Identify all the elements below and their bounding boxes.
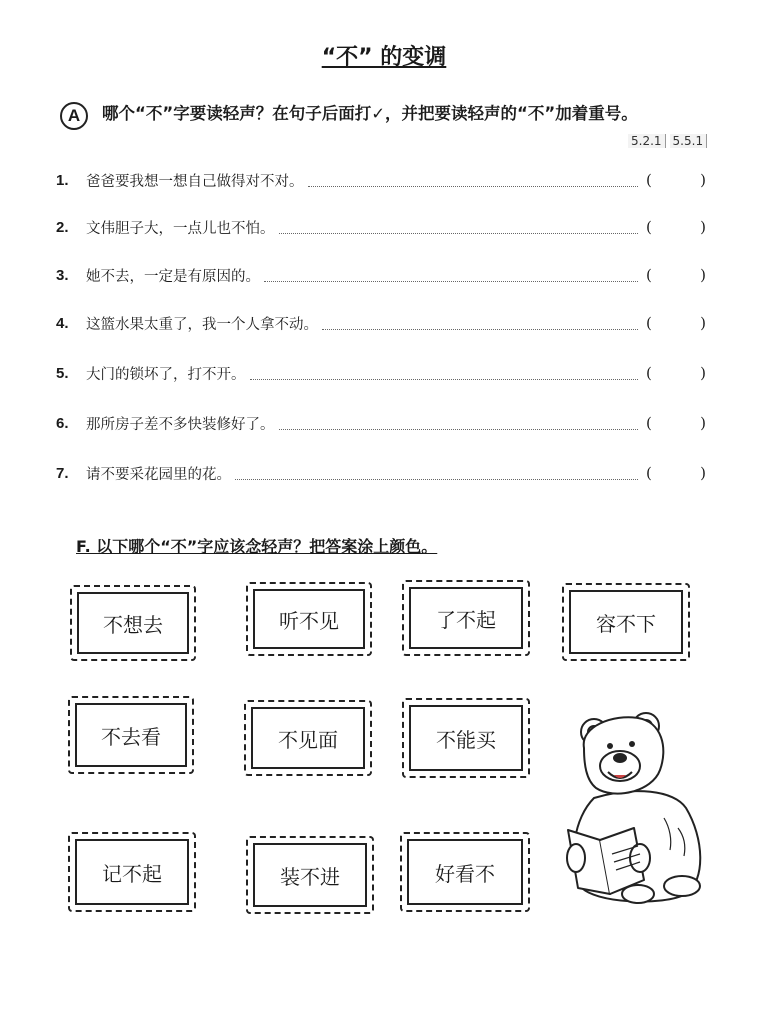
question-number: 3. xyxy=(56,266,69,284)
question-row xyxy=(56,168,706,192)
word-card[interactable] xyxy=(70,585,196,661)
question-number: 6. xyxy=(56,414,69,432)
close-paren: ) xyxy=(700,364,706,382)
question-text: 大门的锁坏了，打不开。 xyxy=(86,366,246,383)
word-card-label: 不想去 xyxy=(77,592,189,654)
answer-blank[interactable] xyxy=(646,171,706,189)
section-a-marker: A xyxy=(60,102,88,130)
question-number: 1. xyxy=(56,171,69,189)
word-card[interactable] xyxy=(246,582,372,656)
section-f-instruction: F. 以下哪个“不”字应该念轻声？把答案涂上颜色。 xyxy=(76,537,438,556)
question-row xyxy=(56,263,706,287)
close-paren: ) xyxy=(700,171,706,189)
close-paren: ) xyxy=(700,266,706,284)
open-paren: ( xyxy=(646,314,652,332)
dotted-leader xyxy=(250,367,639,380)
answer-blank[interactable] xyxy=(646,364,706,382)
question-row xyxy=(56,461,706,485)
page-title: “不” 的变调 xyxy=(321,45,447,70)
close-paren: ) xyxy=(700,464,706,482)
word-card-label: 记不起 xyxy=(75,839,189,905)
word-card[interactable] xyxy=(68,696,194,774)
word-card-label: 听不见 xyxy=(253,589,365,649)
close-paren: ) xyxy=(700,414,706,432)
word-card-label: 装不进 xyxy=(253,843,367,907)
word-card[interactable] xyxy=(68,832,196,912)
open-paren: ( xyxy=(646,414,652,432)
dotted-leader xyxy=(308,174,639,187)
answer-blank[interactable] xyxy=(646,314,706,332)
question-text: 文伟胆子大，一点儿也不怕。 xyxy=(86,220,275,237)
close-paren: ) xyxy=(700,218,706,236)
question-text: 这篮水果太重了，我一个人拿不动。 xyxy=(86,316,318,333)
word-card-label: 容不下 xyxy=(569,590,683,654)
dotted-leader xyxy=(322,317,638,330)
open-paren: ( xyxy=(646,364,652,382)
curriculum-code: 5.5.1 xyxy=(670,134,708,148)
dotted-leader xyxy=(235,467,638,480)
word-card[interactable] xyxy=(244,700,372,776)
word-card-label: 不去看 xyxy=(75,703,187,767)
dotted-leader xyxy=(264,269,638,282)
question-number: 7. xyxy=(56,464,69,482)
question-text: 请不要采花园里的花。 xyxy=(86,466,231,483)
question-number: 2. xyxy=(56,218,69,236)
word-card-label: 好看不 xyxy=(407,839,523,905)
open-paren: ( xyxy=(646,464,652,482)
close-paren: ) xyxy=(700,314,706,332)
section-a-instruction: 哪个“不”字要读轻声？在句子后面打✓，并把要读轻声的“不”加着重号。 xyxy=(102,104,638,123)
word-card-label: 不见面 xyxy=(251,707,365,769)
word-card[interactable] xyxy=(246,836,374,914)
question-row xyxy=(56,215,706,239)
question-text: 爸爸要我想一想自己做得对不对。 xyxy=(86,173,304,190)
dotted-leader xyxy=(279,417,639,430)
curriculum-codes xyxy=(628,134,707,148)
answer-blank[interactable] xyxy=(646,464,706,482)
word-card[interactable] xyxy=(400,832,530,912)
question-number: 4. xyxy=(56,314,69,332)
answer-blank[interactable] xyxy=(646,414,706,432)
word-card[interactable] xyxy=(402,698,530,778)
word-card[interactable] xyxy=(562,583,690,661)
question-row xyxy=(56,311,706,335)
open-paren: ( xyxy=(646,266,652,284)
word-card-label: 了不起 xyxy=(409,587,523,649)
question-text: 她不去，一定是有原因的。 xyxy=(86,268,260,285)
open-paren: ( xyxy=(646,171,652,189)
word-card-label: 不能买 xyxy=(409,705,523,771)
answer-blank[interactable] xyxy=(646,266,706,284)
dotted-leader xyxy=(279,221,639,234)
question-row xyxy=(56,361,706,385)
curriculum-code: 5.2.1 xyxy=(628,134,666,148)
open-paren: ( xyxy=(646,218,652,236)
question-number: 5. xyxy=(56,364,69,382)
word-card[interactable] xyxy=(402,580,530,656)
question-row xyxy=(56,411,706,435)
answer-blank[interactable] xyxy=(646,218,706,236)
bear-reading-book-icon xyxy=(554,708,714,908)
question-text: 那所房子差不多快装修好了。 xyxy=(86,416,275,433)
